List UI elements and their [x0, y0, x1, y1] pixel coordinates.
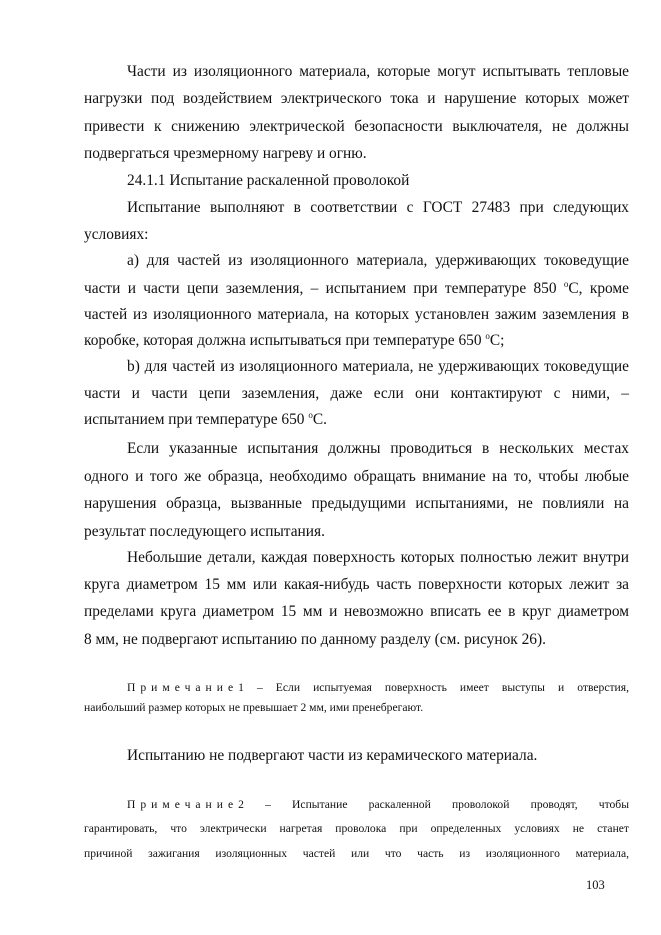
paragraph-line: Небольшие детали, каждая поверхность которых полностью лежит внутри — [127, 549, 629, 566]
note-line: наибольший размер которых не превышает 2 мм, ими пренебрегают. — [84, 701, 424, 714]
paragraph-line: нарушения образца, вызванные предыдущими испытаниями, не повлияли на — [84, 495, 629, 512]
list-item-line: части и части цепи заземления, даже если они контактируют с ними, – — [84, 385, 629, 402]
list-item-line: частей из изоляционного материала, на которых установлен зажим заземления в — [84, 306, 629, 323]
paragraph-line: условиях: — [84, 226, 149, 243]
paragraph-line: Испытание выполняют в соответствии с ГОСТ 27483 при следующих — [127, 199, 629, 216]
paragraph-line: Если указанные испытания должны проводиться в нескольких местах — [127, 440, 629, 457]
degree-sign: o — [563, 279, 569, 289]
degree-sign: o — [485, 331, 490, 341]
paragraph-line: пределами круга диаметром 15 мм и невозможно вписать ее в круг диаметром — [84, 603, 629, 620]
note-line: Примечание1 – Если испытуемая поверхность имеет выступы и отверстия, — [127, 681, 629, 694]
paragraph-line: 8 мм, не подвергают испытанию по данному разделу (см. рисунок 26). — [84, 631, 546, 648]
note-line: гарантировать, что электрически нагретая проволока при определенных условиях не станет — [84, 822, 629, 835]
section-heading: 24.1.1 Испытание раскаленной проволокой — [127, 172, 410, 189]
paragraph-line: привести к снижению электрической безопасности выключателя, не должны — [84, 118, 629, 135]
page-number: 103 — [586, 878, 605, 892]
paragraph-line: результат последующего испытания. — [84, 523, 325, 540]
note-line: Примечание2 – Испытание раскаленной проволокой проводят, чтобы — [127, 798, 629, 811]
list-item-line: b) для частей из изоляционного материала, не удерживающих токоведущие — [127, 358, 629, 375]
note-line: причиной зажигания изоляционных частей или что часть из изоляционного материала, — [84, 847, 629, 860]
paragraph-line: круга диаметром 15 мм или какая-нибудь часть поверхности которых лежит за — [84, 576, 629, 593]
list-item-line: коробке, которая должна испытываться при температуре 650 $^o$С; — [84, 331, 505, 349]
paragraph-line: нагрузки под воздействием электрического тока и нарушение которых может — [84, 90, 629, 107]
paragraph-line: Испытанию не подвергают части из керамического материала. — [127, 747, 538, 764]
list-item-line: части и части цепи заземления, – испытанием при температуре 850 $^o$С, кроме — [84, 279, 629, 297]
note-label: Примечание — [127, 681, 239, 694]
paragraph-line: одного и того же образца, необходимо обращать внимание на то, чтобы любые — [84, 468, 629, 485]
note-label: Примечание — [127, 798, 239, 811]
list-item-line: а) для частей из изоляционного материала, удерживающих токоведущие — [127, 252, 629, 269]
degree-sign: o — [308, 410, 313, 420]
paragraph-line: Части из изоляционного материала, которые могут испытывать тепловые — [127, 63, 629, 80]
list-item-line: испытанием при температуре 650 $^o$С. — [84, 410, 327, 428]
paragraph-line: подвергаться чрезмерному нагреву и огню. — [84, 145, 367, 162]
